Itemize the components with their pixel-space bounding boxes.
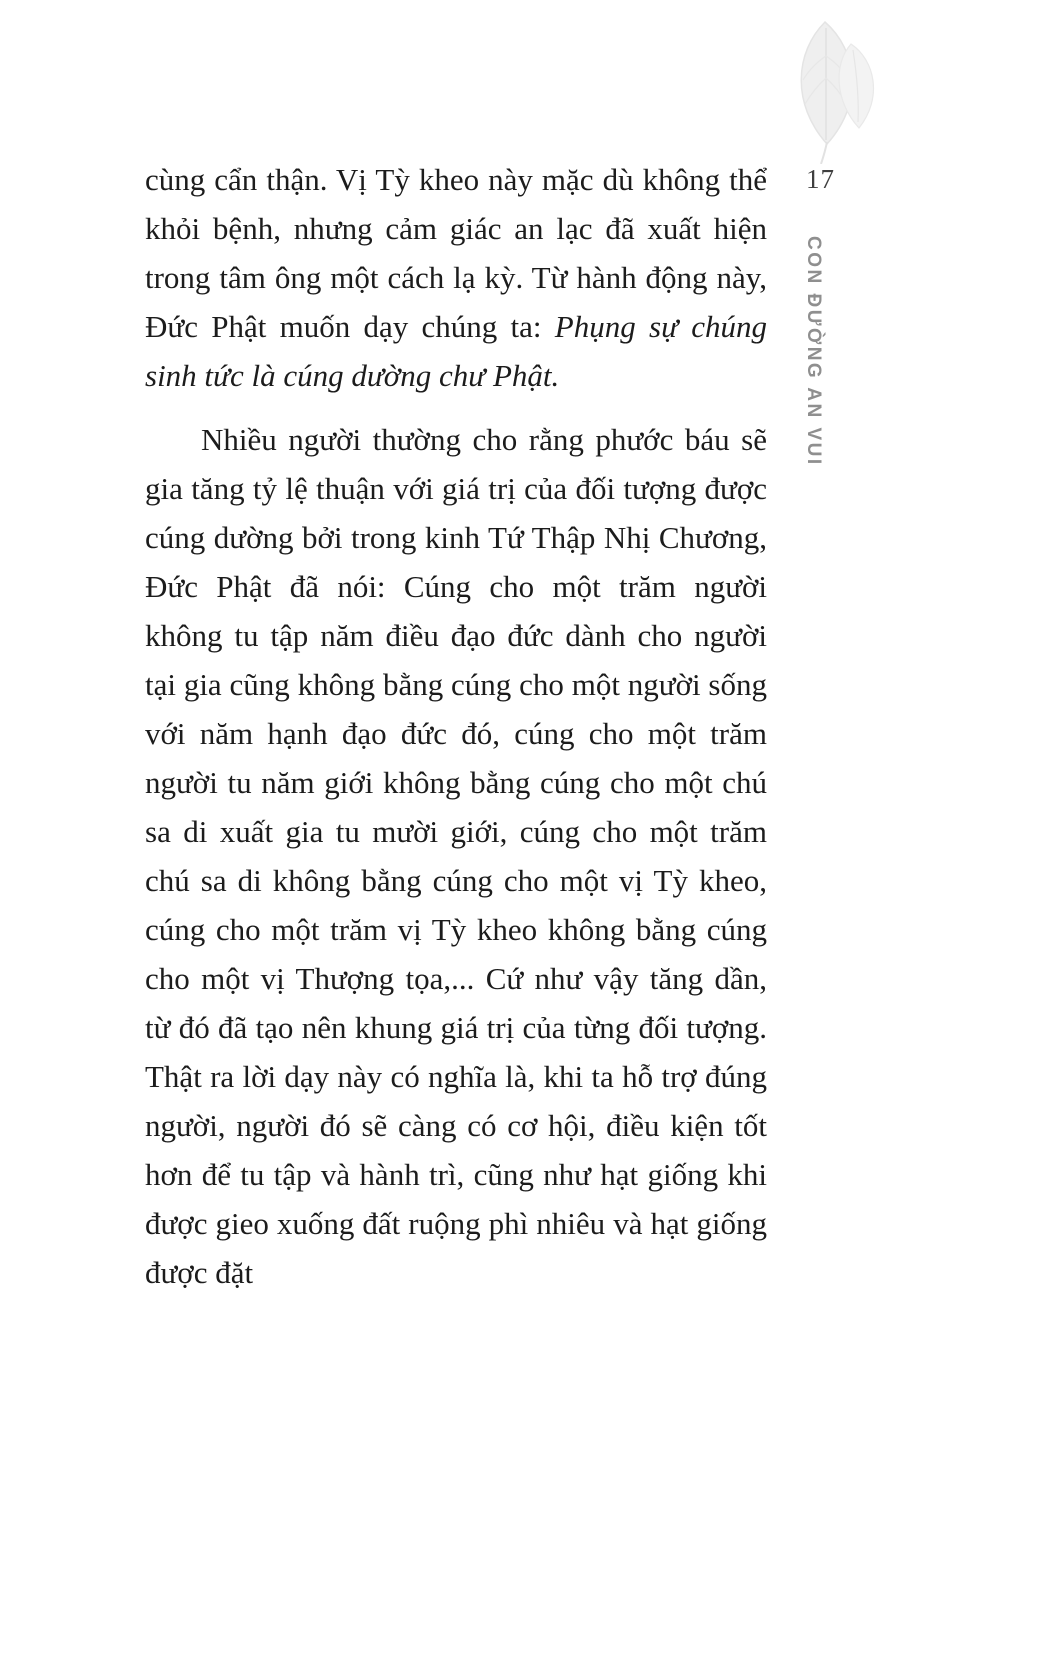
running-title: CON ĐƯỜNG AN VUI (803, 236, 824, 467)
paragraph (145, 415, 767, 1297)
paragraph-text-italic: Phụng sự chúng sinh tức là cúng dường chư Phật. (145, 309, 767, 393)
body-text (145, 155, 767, 1297)
leaf-watermark-icon (763, 16, 895, 164)
paragraph-text: cùng cẩn thận. Vị Tỳ kheo này mặc dù không thể khỏi bệnh, nhưng cảm giác an lạc đã xuất hiện trong tâm ông một cách lạ kỳ. Từ hành động này, Đức Phật muốn dạy chúng ta: (145, 162, 767, 344)
page-number: 17 (806, 164, 835, 194)
paragraph-text: Nhiều người thường cho rằng phước báu sẽ gia tăng tỷ lệ thuận với giá trị của đối tượng được cúng dường bởi trong kinh Tứ Thập Nhị Chương, Đức Phật đã nói: Cúng cho một trăm người không tu tập năm điều đạo đức dành cho người tại gia cũng không bằng cúng cho một người sống với năm hạnh đạo đức đó, cúng cho một trăm người tu năm giới không bằng cúng cho một chú sa di xuất gia tu mười giới, cúng cho một trăm chú sa di không bằng cúng cho một vị Tỳ kheo, cúng cho một trăm vị Tỳ kheo không bằng cúng cho một vị Thượng tọa,... Cứ như vậy tăng dần, từ đó đã tạo nên khung giá trị của từng đối tượng. Thật ra lời dạy này có nghĩa là, khi ta hỗ trợ đúng người, người đó sẽ càng có cơ hội, điều kiện tốt hơn để tu tập và hành trì, cũng như hạt giống khi được gieo xuống đất ruộng phì nhiêu và hạt giống được đặt (145, 422, 767, 1290)
paragraph (145, 155, 767, 400)
